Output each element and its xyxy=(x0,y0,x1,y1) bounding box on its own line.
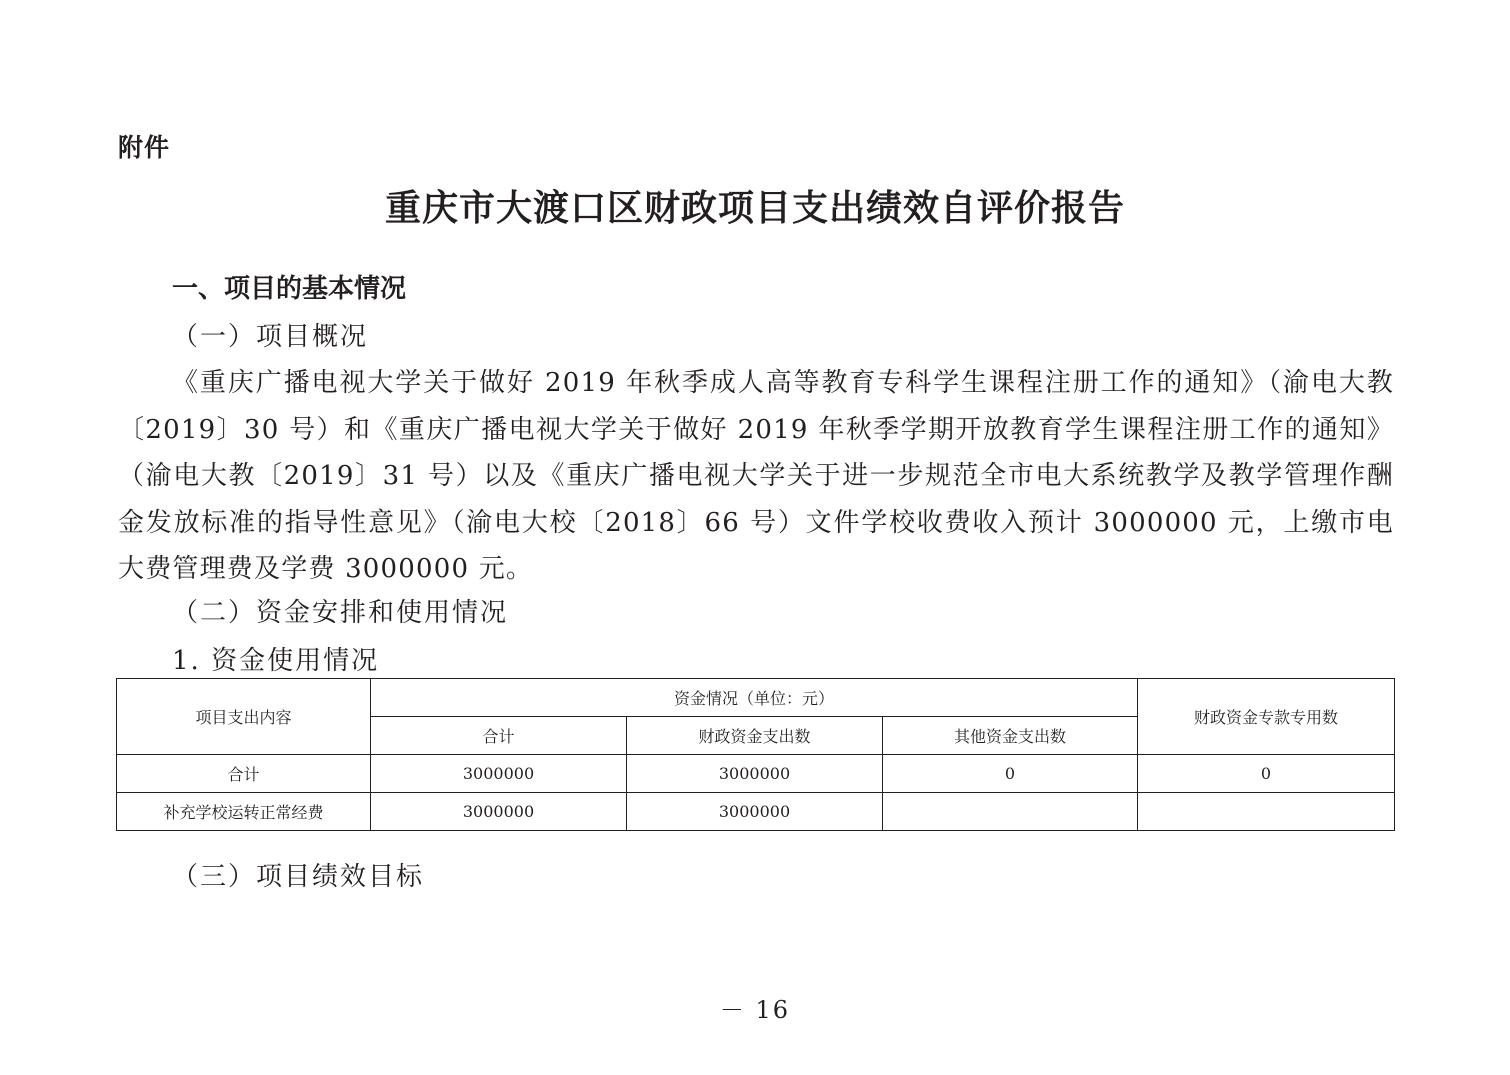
header-special-funds: 财政资金专款专用数 xyxy=(1138,679,1395,755)
table-row xyxy=(117,793,1395,831)
cell-fiscal: 3000000 xyxy=(627,793,883,831)
cell-total: 3000000 xyxy=(371,755,627,793)
page-number: － 16 xyxy=(719,996,791,1024)
cell-fiscal: 3000000 xyxy=(627,755,883,793)
table-row xyxy=(117,755,1395,793)
cell-other: 0 xyxy=(883,755,1138,793)
cell-other xyxy=(883,793,1138,831)
cell-special: 0 xyxy=(1138,755,1395,793)
fund-usage-table xyxy=(116,678,1395,831)
cell-total: 3000000 xyxy=(371,793,627,831)
subsection-heading-overview: （一）项目概况 xyxy=(172,322,369,352)
attachment-label: 附件 xyxy=(118,133,171,162)
section-heading-basic-info: 一、项目的基本情况 xyxy=(172,274,407,304)
header-other-expense: 其他资金支出数 xyxy=(883,717,1138,755)
table-header-row xyxy=(117,679,1395,717)
overview-paragraph: 《重庆广播电视大学关于做好 2019 年秋季成人高等教育专科学生课程注册工作的通知》（渝电大教〔2019〕30 号）和《重庆广播电视大学关于做好 2019 年秋季学期开放教育学生课程注册工作的通知》（渝电大教〔2019〕31 号）以及《重庆广播电视大学关于进一步规范全市电大系统教学及教学管理作酬金发放标准的指导性意见》（渝电大校〔2018〕66 号）文件学校收费收入预计 3000000 元，上缴市电大费管理费及学费 3000000 元。 xyxy=(118,368,1394,584)
header-project-content: 项目支出内容 xyxy=(117,679,371,755)
cell-special xyxy=(1138,793,1395,831)
header-total: 合计 xyxy=(371,717,627,755)
item-heading-fund-usage: 1. 资金使用情况 xyxy=(172,646,380,676)
cell-name: 补充学校运转正常经费 xyxy=(117,793,371,831)
subsection-heading-funds: （二）资金安排和使用情况 xyxy=(172,598,509,628)
subsection-heading-performance-goals: （三）项目绩效目标 xyxy=(172,862,425,892)
document-title: 重庆市大渡口区财政项目支出绩效自评价报告 xyxy=(384,187,1125,229)
cell-name: 合计 xyxy=(117,755,371,793)
header-fiscal-expense: 财政资金支出数 xyxy=(627,717,883,755)
header-funds-group: 资金情况（单位：元） xyxy=(371,679,1138,717)
